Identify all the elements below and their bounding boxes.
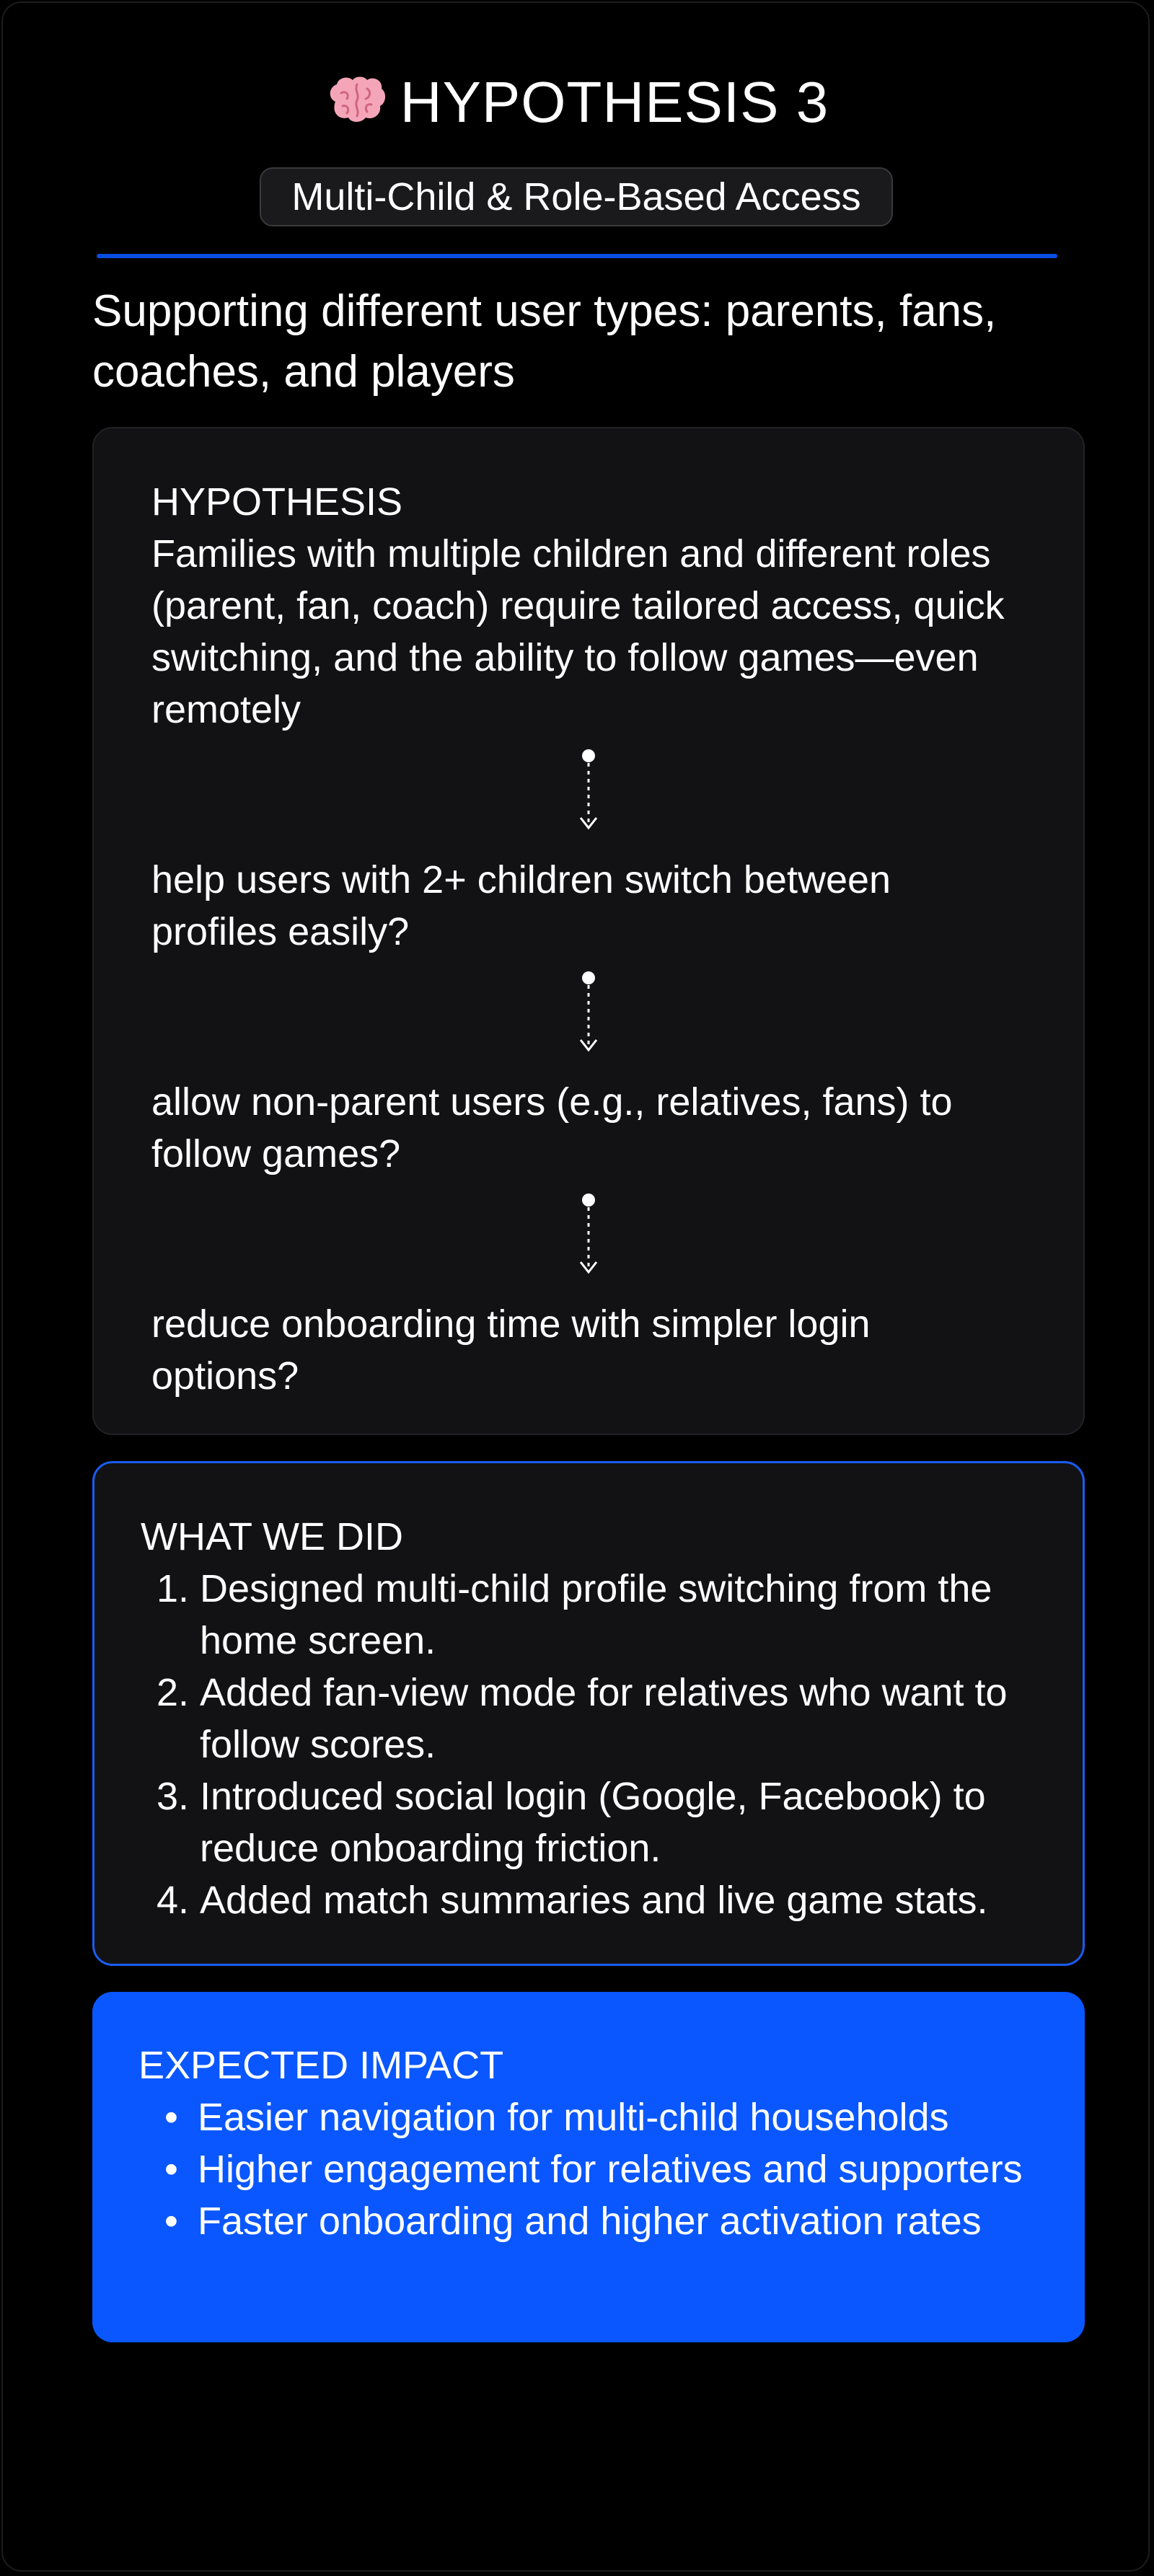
dotted-arrow-icon [578,1193,599,1279]
expected-impact-label: EXPECTED IMPACT [138,2044,504,2087]
flow-connector [151,1193,1026,1279]
list-item [164,2091,1039,2143]
question-item: reduce onboarding time with simpler login options? [151,1302,871,1398]
list-item: 4. Added match summaries and live game stats. [200,1874,1036,1926]
hypothesis-label: HYPOTHESIS [151,480,403,524]
list-item-text: Easier navigation for multi-child households [198,2096,949,2139]
expected-impact-list [138,2091,1039,2247]
list-item: 3. Introduced social login (Google, Facebook) to reduce onboarding friction. [200,1770,1036,1874]
hypothesis-statement: Families with multiple children and different roles (parent, fan, coach) require tailored access, quick switching, and the ability to follow games—even remotely [151,532,1005,731]
page-title [0,66,1154,138]
what-we-did-label: WHAT WE DID [141,1515,403,1558]
question-item: allow non-parent users (e.g., relatives, fans) to follow games? [151,1080,953,1175]
question-item: help users with 2+ children switch between profiles easily? [151,858,891,953]
accent-divider [97,254,1057,258]
bullet-icon: • [164,2148,178,2191]
list-item [164,2143,1039,2195]
title-text: HYPOTHESIS 3 [400,70,829,134]
dotted-arrow-icon [578,749,599,835]
bullet-icon: • [164,2096,178,2139]
expected-impact-card [92,1992,1085,2342]
section-subtitle: Supporting different user types: parents, fans, coaches, and players [92,286,997,397]
flow-connector [151,749,1026,835]
what-we-did-card [92,1461,1085,1966]
list-item: 1. Designed multi-child profile switching from the home screen. [200,1563,1036,1667]
list-item-text: Higher engagement for relatives and supporters [198,2148,1023,2191]
bullet-icon: • [164,2200,178,2243]
list-item: 2. Added fan-view mode for relatives who want to follow scores. [200,1667,1036,1770]
flow-connector [151,971,1026,1057]
category-badge: Multi-Child & Role-Based Access [260,167,893,226]
dotted-arrow-icon [578,971,599,1057]
list-item [164,2195,1039,2247]
what-we-did-list [141,1563,1036,1926]
hypothesis-card [92,427,1085,1435]
list-item-text: Faster onboarding and higher activation rates [198,2200,982,2243]
brain-icon [325,71,387,123]
